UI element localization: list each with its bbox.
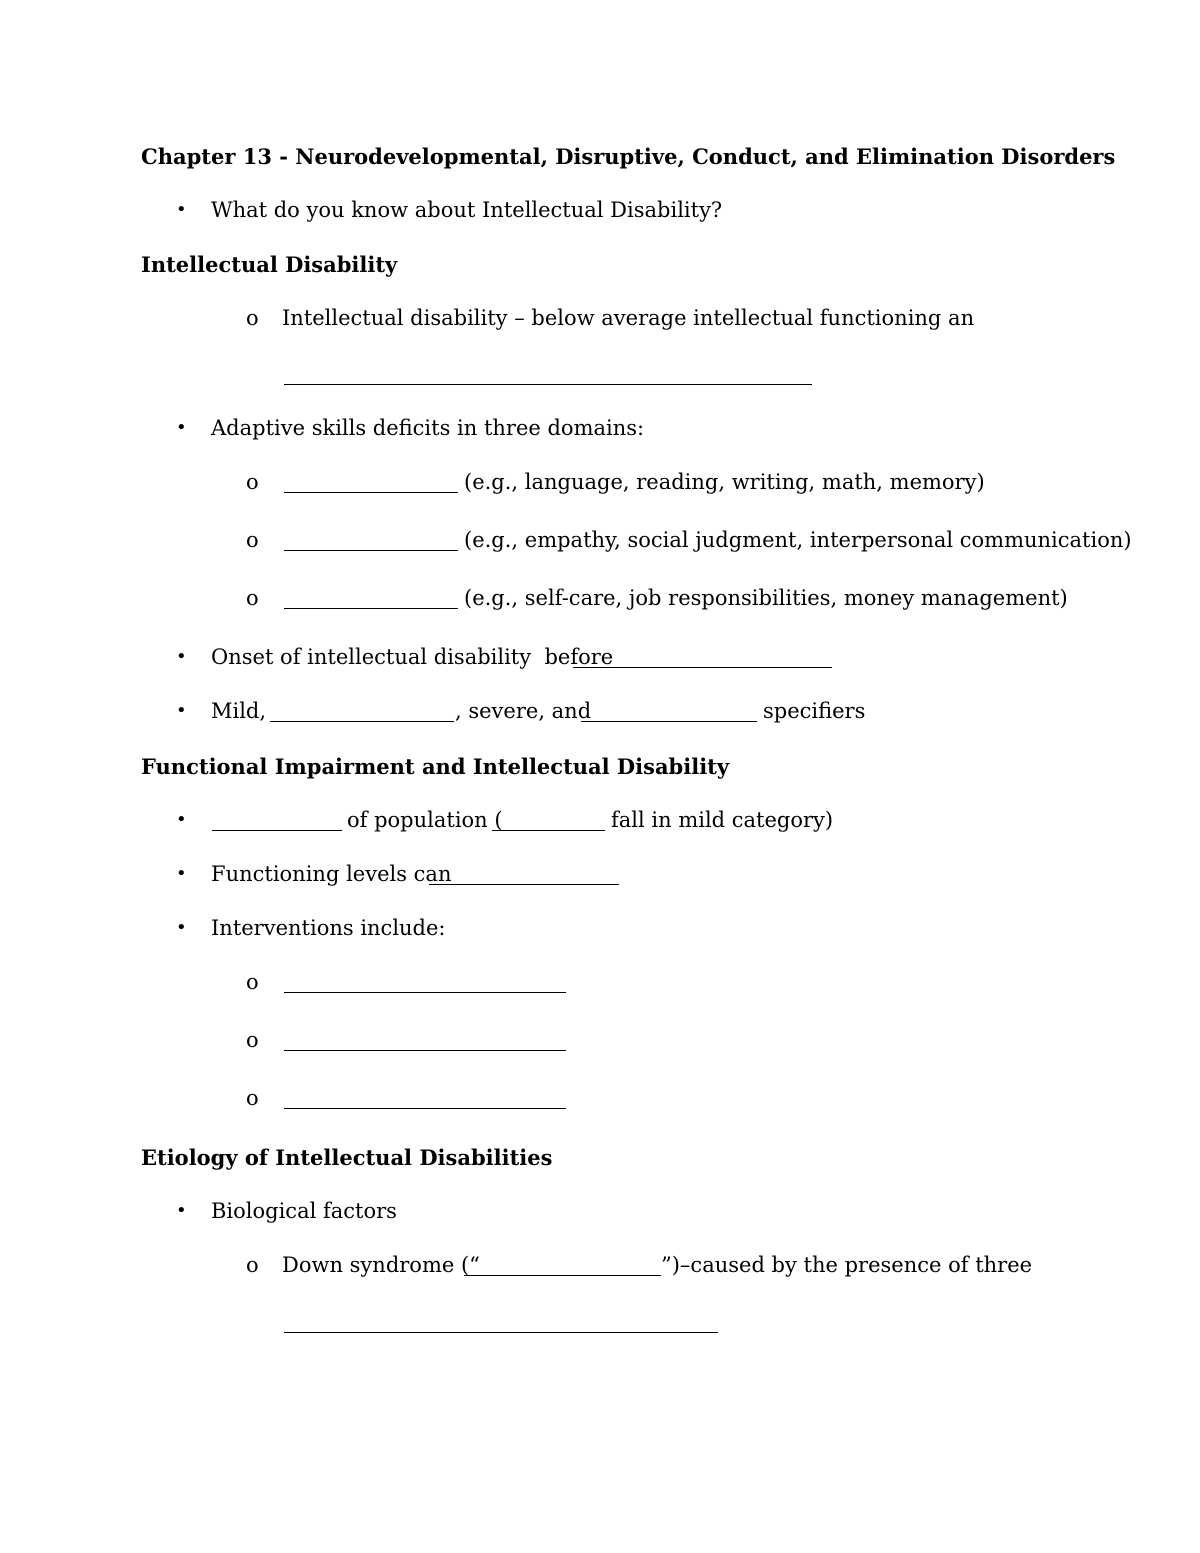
down-syndrome-text-end: ”)–caused by the presence of three bbox=[661, 1253, 1033, 1277]
specifiers-text-middle: , severe, and bbox=[455, 699, 592, 723]
fill-in-blank-domain-3[interactable] bbox=[284, 608, 458, 609]
sub-bullet-icon: o bbox=[246, 528, 259, 552]
fill-in-blank-down-syndrome[interactable] bbox=[464, 1275, 661, 1276]
sub-bullet-icon: o bbox=[246, 1028, 259, 1052]
adaptive-skills-text: Adaptive skills deficits in three domains: bbox=[211, 416, 645, 440]
bullet-icon: • bbox=[176, 917, 187, 938]
fill-in-blank-intervention-2[interactable] bbox=[284, 1050, 566, 1051]
fill-in-blank-intervention-3[interactable] bbox=[284, 1108, 566, 1109]
section-heading-etiology: Etiology of Intellectual Disabilities bbox=[141, 1145, 553, 1170]
bullet-icon: • bbox=[176, 417, 187, 438]
fill-in-blank-functioning[interactable] bbox=[429, 884, 619, 885]
fill-in-blank-domain-2[interactable] bbox=[284, 550, 458, 551]
specifiers-text-end: specifiers bbox=[763, 699, 866, 723]
sub-bullet-icon: o bbox=[246, 306, 259, 330]
definition-text: Intellectual disability – below average intellectual functioning an bbox=[282, 306, 975, 330]
fill-in-blank-specifier-2[interactable] bbox=[581, 721, 757, 722]
bullet-icon: • bbox=[176, 863, 187, 884]
fill-in-blank-definition[interactable] bbox=[284, 384, 812, 385]
down-syndrome-text-start: Down syndrome (“ bbox=[282, 1253, 480, 1277]
interventions-text: Interventions include: bbox=[211, 916, 446, 940]
bullet-icon: • bbox=[176, 199, 187, 220]
sub-bullet-icon: o bbox=[246, 1253, 259, 1277]
onset-text: Onset of intellectual disability before bbox=[211, 645, 614, 669]
sub-bullet-icon: o bbox=[246, 586, 259, 610]
fill-in-blank-population[interactable] bbox=[212, 830, 342, 831]
fill-in-blank-domain-1[interactable] bbox=[284, 492, 458, 493]
sub-bullet-icon: o bbox=[246, 470, 259, 494]
population-text: of population ( bbox=[347, 808, 503, 832]
fill-in-blank-specifier-1[interactable] bbox=[270, 721, 454, 722]
bullet-icon: • bbox=[176, 1200, 187, 1221]
specifiers-text-start: Mild, bbox=[211, 699, 267, 723]
domain-3-examples: (e.g., self-care, job responsibilities, money management) bbox=[464, 586, 1068, 610]
fill-in-blank-onset[interactable] bbox=[573, 667, 832, 668]
sub-bullet-icon: o bbox=[246, 970, 259, 994]
bullet-icon: • bbox=[176, 809, 187, 830]
domain-1-examples: (e.g., language, reading, writing, math, memory) bbox=[464, 470, 985, 494]
fill-in-blank-mild-category[interactable] bbox=[492, 830, 605, 831]
functioning-levels-text: Functioning levels can bbox=[211, 862, 452, 886]
bullet-icon: • bbox=[176, 700, 187, 721]
section-heading-intellectual-disability: Intellectual Disability bbox=[141, 252, 398, 277]
biological-factors-text: Biological factors bbox=[211, 1199, 397, 1223]
fill-in-blank-intervention-1[interactable] bbox=[284, 992, 566, 993]
domain-2-examples: (e.g., empathy, social judgment, interpersonal communication) bbox=[464, 528, 1132, 552]
intro-question: What do you know about Intellectual Disability? bbox=[211, 198, 723, 222]
mild-category-text: fall in mild category) bbox=[611, 808, 834, 832]
fill-in-blank-chromosome[interactable] bbox=[284, 1332, 718, 1333]
bullet-icon: • bbox=[176, 646, 187, 667]
section-heading-functional-impairment: Functional Impairment and Intellectual Disability bbox=[141, 754, 730, 779]
page-title: Chapter 13 - Neurodevelopmental, Disruptive, Conduct, and Elimination Disorders bbox=[141, 144, 1116, 169]
sub-bullet-icon: o bbox=[246, 1086, 259, 1110]
